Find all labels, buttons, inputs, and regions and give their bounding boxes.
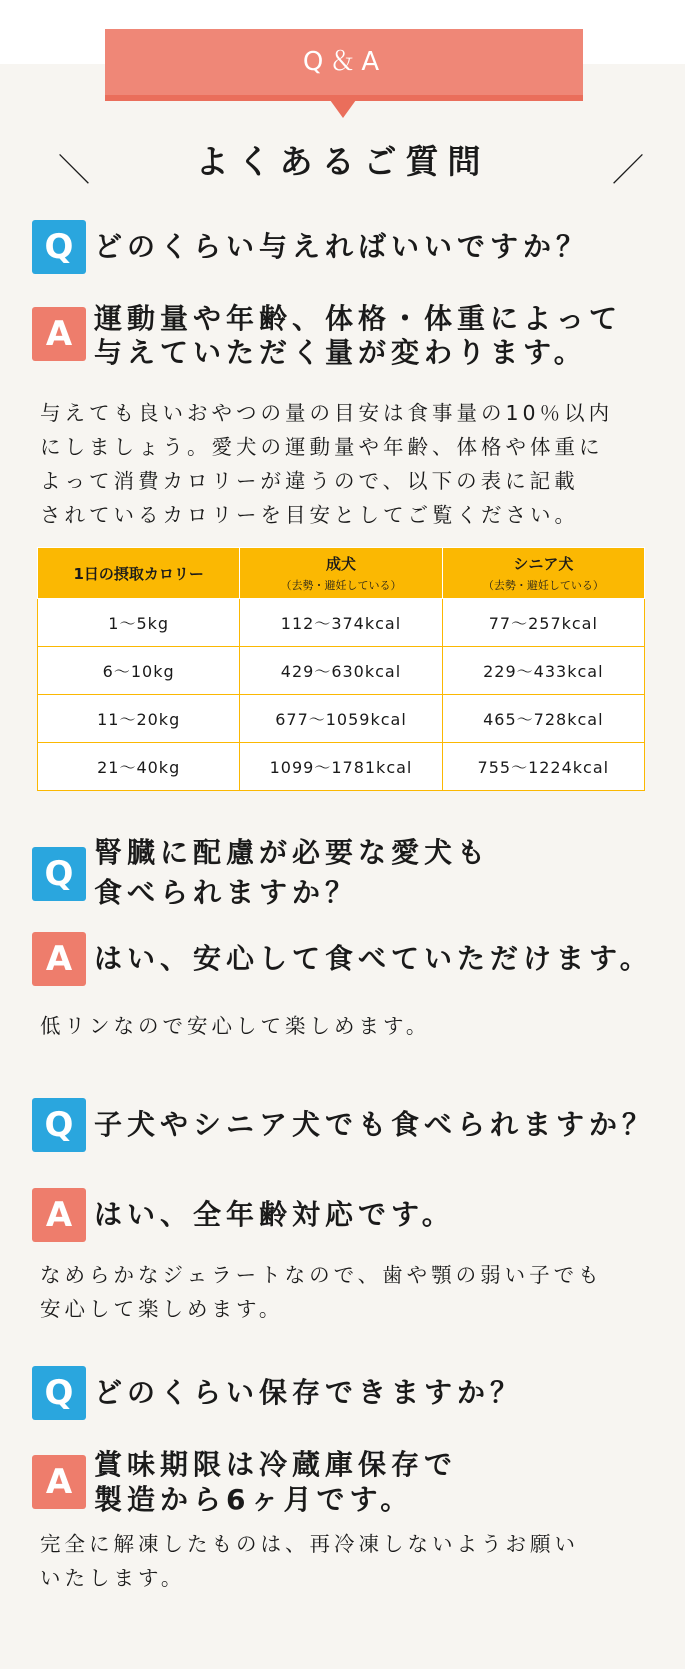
banner-label: Q＆A	[302, 47, 386, 77]
question-badge: Q	[32, 1098, 86, 1152]
question-badge: Q	[32, 220, 86, 274]
table-cell: 755～1224kcal	[442, 743, 644, 791]
table-cell: 112～374kcal	[240, 599, 442, 647]
question-1-line-1: どのくらい与えればいいですか？	[94, 230, 590, 263]
table-cell: 429～630kcal	[240, 647, 442, 695]
table-cell: 11～20kg	[38, 695, 240, 743]
banner-pointer	[330, 100, 356, 118]
table-header-row	[38, 548, 645, 599]
header-daily-calorie	[38, 548, 240, 599]
answer-3-line-1: はい、全年齢対応です。	[94, 1198, 455, 1231]
title-deco-left: ＼	[58, 151, 91, 189]
title-deco-right: ／	[612, 151, 645, 189]
body-4-line-1: 完全に解凍したものは、再冷凍しないようお願い	[40, 1532, 579, 1556]
question-3-line-1: 子犬やシニア犬でも食べられますか？	[94, 1108, 656, 1141]
answer-4-line-2: 製造から6ヶ月です。	[94, 1483, 414, 1516]
table-cell: 6～10kg	[38, 647, 240, 695]
header-sublabel: （去勢・避妊している）	[482, 579, 604, 592]
table-cell: 229～433kcal	[442, 647, 644, 695]
body-1-line-4: されているカロリーを目安としてご覧ください。	[40, 503, 579, 527]
body-1-line-1: 与えても良いおやつの量の目安は食事量の10％以内	[40, 401, 614, 425]
table-cell: 677～1059kcal	[240, 695, 442, 743]
header-label: 1日の摂取カロリー	[73, 564, 204, 583]
answer-badge: A	[32, 1455, 86, 1509]
header-sublabel: （去勢・避妊している）	[280, 579, 402, 592]
table-row	[38, 647, 645, 695]
header-adult-dog	[240, 548, 442, 599]
page-title: よくあるご質問	[195, 142, 490, 181]
table-row	[38, 695, 645, 743]
answer-badge: A	[32, 1188, 86, 1242]
answer-2-line-1: はい、安心して食べていただけます。	[94, 942, 653, 975]
header-senior-dog	[442, 548, 644, 599]
table-row	[38, 743, 645, 791]
question-badge: Q	[32, 847, 86, 901]
table-cell: 1～5kg	[38, 599, 240, 647]
header-label: シニア犬	[513, 555, 574, 573]
body-4-line-2: いたします。	[40, 1566, 186, 1590]
body-2-line-1: 低リンなので安心して楽しめます。	[40, 1014, 431, 1038]
question-4-line-1: どのくらい保存できますか？	[94, 1376, 524, 1409]
table-cell: 21～40kg	[38, 743, 240, 791]
table-cell: 77～257kcal	[442, 599, 644, 647]
question-badge: Q	[32, 1366, 86, 1420]
table-cell: 465～728kcal	[442, 695, 644, 743]
qa-banner	[105, 29, 583, 101]
header-label: 成犬	[325, 555, 356, 573]
body-1-line-3: よって消費カロリーが違うので、以下の表に記載	[40, 469, 579, 493]
table-cell: 1099～1781kcal	[240, 743, 442, 791]
body-1-line-2: にしましょう。愛犬の運動量や年齢、体格や体重に	[40, 435, 604, 459]
question-2-line-1: 腎臓に配慮が必要な愛犬も	[94, 836, 491, 869]
table-row	[38, 599, 645, 647]
body-3-line-2: 安心して楽しめます。	[40, 1297, 284, 1321]
answer-badge: A	[32, 307, 86, 361]
question-2-line-2: 食べられますか？	[94, 876, 359, 909]
calorie-table	[37, 547, 645, 791]
answer-1-line-2: 与えていただく量が変わります。	[94, 336, 587, 369]
body-3-line-1: なめらかなジェラートなので、歯や顎の弱い子でも	[40, 1263, 603, 1287]
answer-4-line-1: 賞味期限は冷蔵庫保存で	[94, 1448, 458, 1481]
answer-badge: A	[32, 932, 86, 986]
answer-1-line-1: 運動量や年齢、体格・体重によって	[94, 302, 623, 335]
